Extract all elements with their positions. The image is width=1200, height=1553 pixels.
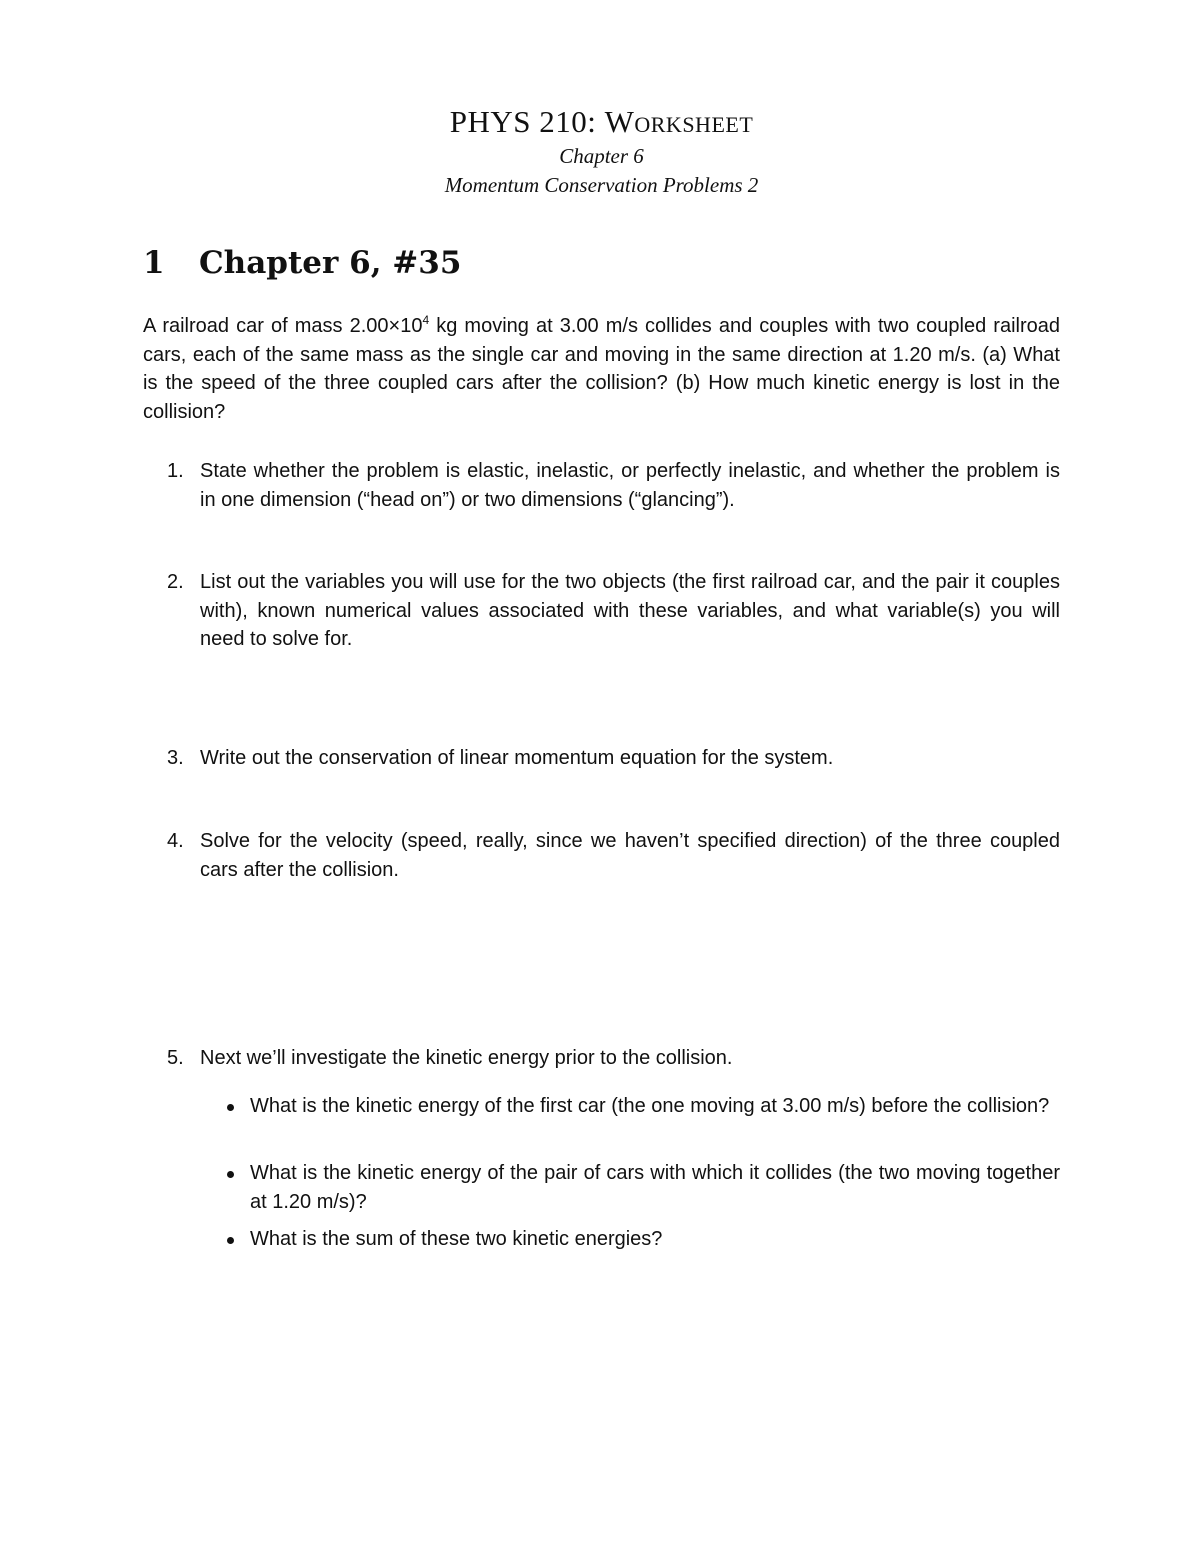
step-item	[167, 744, 1060, 773]
bullet-text: What is the kinetic energy of the pair of cars with which it collides (the two moving together at 1.20 m/s)?	[250, 1162, 1060, 1213]
step-text: List out the variables you will use for the two objects (the first railroad car, and the pair it couples with), known numerical values associated with these variables, and what variable(s) you will need to solve for.	[200, 571, 1060, 650]
section-heading	[143, 243, 461, 283]
title-course: PHYS 210:	[449, 104, 605, 139]
worksheet-page	[143, 0, 1060, 1553]
bullet-dot-icon	[227, 1171, 234, 1178]
bullet-dot-icon	[227, 1237, 234, 1244]
bullet-text: What is the kinetic energy of the first car (the one moving at 3.00 m/s) before the collision?	[250, 1095, 1050, 1117]
section-title: Chapter 6, #35	[199, 245, 462, 281]
bullet-text: What is the sum of these two kinetic energies?	[250, 1228, 663, 1250]
bullet-dot-icon	[227, 1104, 234, 1111]
step-text: Solve for the velocity (speed, really, since we haven’t specified direction) of the three coupled cars after the collision.	[200, 830, 1060, 881]
section-number: 1	[143, 245, 165, 281]
step-item	[167, 457, 1060, 514]
step-marker: 4.	[167, 830, 184, 852]
step-text: Next we’ll investigate the kinetic energy prior to the collision.	[200, 1047, 733, 1069]
problem-exponent: 4	[422, 313, 430, 327]
chapter-subtitle: Chapter 6	[559, 144, 644, 168]
step-text: State whether the problem is elastic, inelastic, or perfectly inelastic, and whether the problem is in one dimension (“head on”) or two dimensions (“glancing”).	[200, 460, 1060, 511]
step-marker: 1.	[167, 460, 184, 482]
problem-text-b: kg moving at 3.00 m/s collides and couples with two coupled railroad cars, each of the same mass as the single car and moving in the same direction at 1.20 m/s. (a) What is the speed of the three coupled cars after the collision? (b) How much kinetic energy is lost in the collision?	[143, 315, 1060, 423]
topic-subtitle: Momentum Conservation Problems 2	[444, 173, 759, 197]
step-marker: 2.	[167, 571, 184, 593]
problem-text-a: A railroad car of mass 2.00×10	[143, 315, 423, 337]
problem-statement	[143, 312, 1060, 426]
step-item	[167, 827, 1060, 884]
step-item	[167, 568, 1060, 654]
page-title	[143, 102, 1060, 142]
worksheet-header	[143, 102, 1060, 200]
bullet-item	[225, 1159, 1060, 1216]
step-marker: 5.	[167, 1047, 184, 1069]
step-text: Write out the conservation of linear momentum equation for the system.	[200, 747, 834, 769]
title-worksheet: Worksheet	[604, 104, 754, 139]
step-item	[167, 1044, 1060, 1073]
bullet-item	[225, 1225, 1060, 1254]
step-marker: 3.	[167, 747, 184, 769]
bullet-item	[225, 1092, 1060, 1121]
